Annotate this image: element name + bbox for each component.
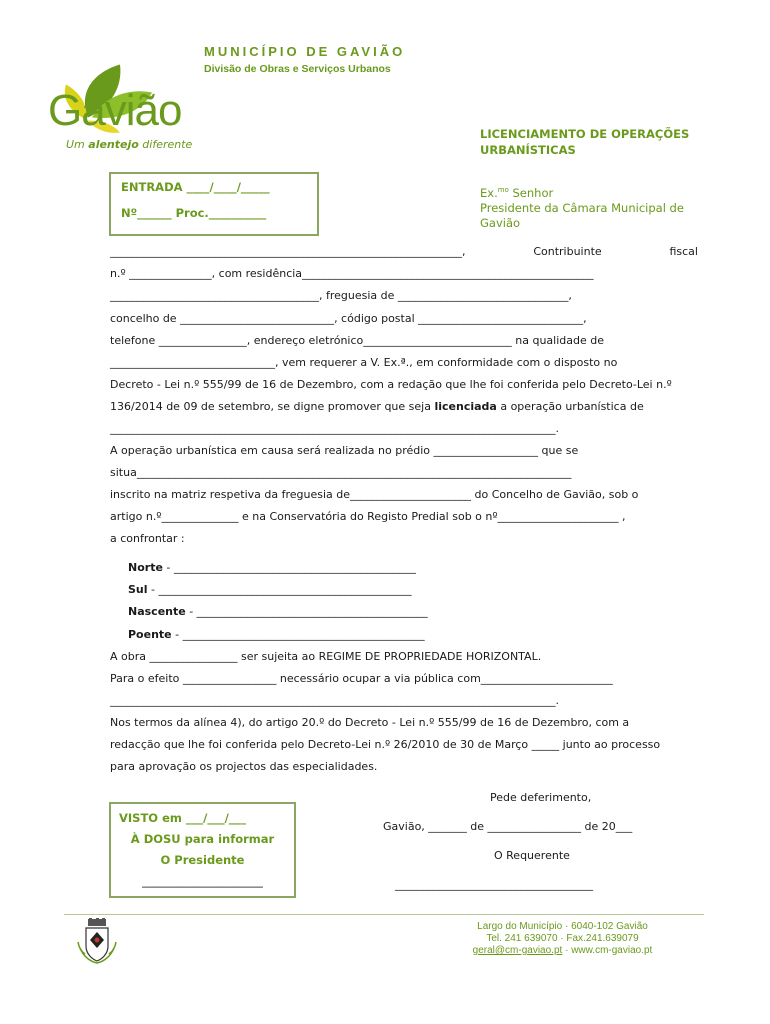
date-line: Gavião, _______ de _________________ de 20___: [383, 820, 633, 833]
body-line-8: 136/2014 de 09 de setembro, se digne promover que seja licenciada a operação urbanística de: [110, 400, 644, 413]
body-line-16: Para o efeito _________________ necessário ocupar a via pública com________________________: [110, 672, 613, 685]
body-line-15: A obra ________________ ser sujeita ao REGIME DE PROPRIEDADE HORIZONTAL.: [110, 650, 542, 663]
footer-phones: Tel. 241 639070 · Fax.241.639079: [486, 933, 639, 944]
requerente-signature-line: ____________________________________: [395, 878, 593, 891]
body-line-3: ______________________________________, freguesia de _______________________________,: [110, 289, 572, 302]
body-line-4: concelho de ____________________________, código postal ______________________________,: [110, 312, 587, 325]
body-line-7: Decreto - Lei n.º 555/99 de 16 de Dezembro, com a redação que lhe foi conferida pelo Decreto-Lei n.º: [110, 378, 672, 391]
footer-divider: [64, 914, 704, 915]
visto-box: [109, 802, 296, 898]
division-name: Divisão de Obras e Serviços Urbanos: [204, 63, 391, 75]
body-line-12: inscrito na matriz respetiva da freguesia de______________________ do Concelho de Gavião, sob o: [110, 488, 639, 501]
body-line-19: redacção que lhe foi conferida pelo Decreto-Lei n.º 26/2010 de 30 de Março _____ junto ao processo: [110, 738, 661, 751]
visto-dosu-line: À DOSU para informar: [130, 832, 275, 846]
body-line-5: telefone ________________, endereço eletrónico___________________________ na qualidade de: [110, 334, 605, 347]
confront-west: Poente - ____________________________________________: [128, 628, 425, 641]
body-line-2: n.º _______________, com residência_____________________________________________________: [110, 267, 594, 280]
body-line-11: situa_______________________________________________________________________________: [110, 466, 572, 479]
footer-email-link[interactable]: geral@cm-gaviao.pt: [472, 945, 563, 956]
visto-date-line: VISTO em ___/___/___: [119, 811, 247, 825]
municipality-name: MUNICÍPIO DE GAVIÃO: [204, 44, 406, 59]
entrada-line: ENTRADA ____/____/_____: [121, 180, 270, 194]
body-line-20: para aprovação os projectos das especialidades.: [110, 760, 378, 773]
footer-contacts: Largo do Município · 6040-102 Gavião Tel. 241 639070 · Fax.241.639079 geral@cm-gaviao.pt · www.cm-gaviao.pt: [440, 921, 685, 957]
confront-south: Sul - ______________________________________________: [128, 583, 412, 596]
logo-tagline: Um alentejo diferente: [66, 138, 193, 151]
body-line-18: Nos termos da alínea 4), do artigo 20.º do Decreto - Lei n.º 555/99 de 16 de Dezembro, com a: [110, 716, 630, 729]
requerente-label: O Requerente: [494, 849, 570, 862]
body-line-13: artigo n.º______________ e na Conservatória do Registo Predial sob o nº______________________ ,: [110, 510, 626, 523]
entrada-box: [109, 172, 319, 236]
addressee: Ex.$^{mo}$ Senhor Presidente da Câmara Municipal de Gavião: [480, 185, 684, 230]
body-line-9: _________________________________________________________________________________.: [110, 422, 559, 435]
body-line-17: _________________________________________________________________________________.: [110, 694, 559, 707]
body-line-10: A operação urbanística em causa será realizada no prédio ___________________ que se: [110, 444, 579, 457]
footer-website[interactable]: www.cm-gaviao.pt: [571, 945, 653, 956]
confront-east: Nascente - __________________________________________: [128, 605, 428, 618]
document-title: LICENCIAMENTO DE OPERAÇÕES URBANÍSTICAS: [480, 127, 690, 157]
footer-address: Largo do Município · 6040-102 Gavião: [477, 921, 648, 932]
logo-wordmark: Gavião: [48, 86, 182, 135]
body-line-1: ________________________________________________________________, Contribuinte fiscal: [110, 245, 698, 258]
visto-president-label: O Presidente: [160, 853, 245, 867]
visto-signature-line: _____________________: [142, 874, 263, 888]
body-line-14: a confrontar :: [110, 532, 185, 545]
confront-north: Norte - ____________________________________________: [128, 561, 416, 574]
municipal-crest-icon: [76, 918, 118, 964]
pede-deferimento: Pede deferimento,: [490, 791, 592, 804]
process-number-line: Nº______ Proc.__________: [121, 206, 267, 220]
body-line-6: ______________________________, vem requerer a V. Ex.ª., em conformidade com o disposto no: [110, 356, 618, 369]
